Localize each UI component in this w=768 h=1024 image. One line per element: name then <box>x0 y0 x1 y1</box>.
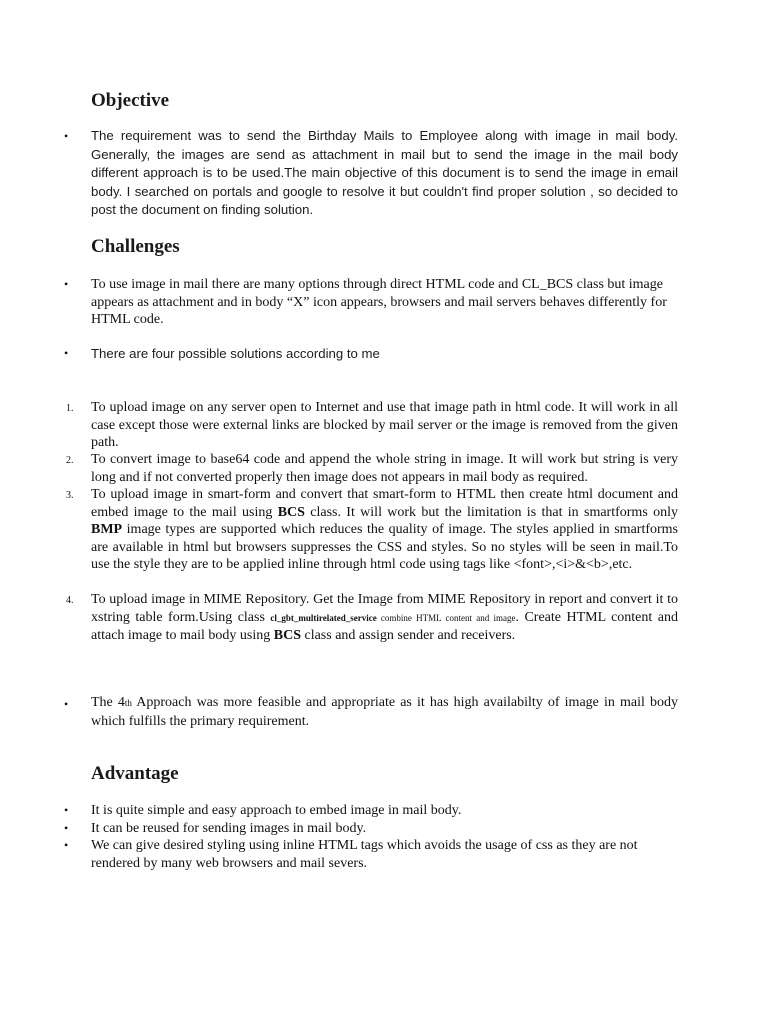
approach-text-a: The 4 <box>91 695 125 710</box>
list-marker: 1. <box>66 403 74 414</box>
solution-3-text-a: To upload image in smart-form and convert that smart-form to HTML then create html document and embed image to the mail using <box>91 487 678 520</box>
solution-item-2: To convert image to base64 code and append the whole string in image. It will work but string is very long and if not converted properly then image does not appears in mail body as required. <box>91 452 678 485</box>
approach-text <box>91 694 678 730</box>
approach-sup: th <box>124 698 132 708</box>
solution-3-text-b: class. It will work but the limitation is that in smartforms only <box>304 504 678 520</box>
bullet-icon: • <box>64 803 69 817</box>
solution-item-4 <box>91 591 678 645</box>
challenges-heading: Challenges <box>91 236 180 257</box>
objective-heading: Objective <box>91 90 170 111</box>
advantage-item-1: It is quite simple and easy approach to embed image in mail body. <box>91 803 462 818</box>
class-name: cl_gbt_multirelated_service <box>270 612 377 623</box>
bullet-icon: • <box>64 697 69 711</box>
bullet-icon: • <box>64 838 69 852</box>
approach-text-b: Approach was more feasible and appropriate as it has high availabilty of image in mail body which fulfills the primary requirement. <box>91 695 678 729</box>
solution-4-text-c: class and assign sender and receivers. <box>300 628 516 643</box>
objective-text: The requirement was to send the Birthday Mails to Employee along with image in mail body. Generally, the images are send as attachment in mail but to send the image in the mail body different approach is to be used.The main objective of this document is to send the image in email body. I searched on portals and google to resolve it but couldn't find proper solution , so decided to post the document on finding solution. <box>91 128 678 218</box>
list-marker: 2. <box>66 455 74 466</box>
list-marker: 4. <box>66 595 74 606</box>
advantage-heading: Advantage <box>91 763 179 784</box>
bmp-term: BMP <box>91 522 123 537</box>
list-marker: 3. <box>66 490 74 501</box>
bullet-icon: • <box>64 129 69 143</box>
solution-3-text-c: image types are supported which reduces the quality of image. The styles applied in smartforms are available in html but browsers suppresses the CSS and styles. So no styles will be seen in mail.To use the style they are to be applied inline through html code using tags like <font>,<i>&<b>,etc. <box>91 522 678 572</box>
advantage-item-3: We can give desired styling using inline HTML tags which avoids the usage of css as they are not rendered by many web browsers and mail severs. <box>91 838 638 871</box>
advantage-item-2: It can be reused for sending images in mail body. <box>91 821 367 836</box>
solution-4-text-b: . Create HTML content and attach image to mail body using <box>91 609 678 643</box>
solution-item-3 <box>91 486 678 574</box>
bullet-icon: • <box>64 277 69 291</box>
solution-4-text-a: To upload image in MIME Repository. Get the Image from MIME Repository in report and convert it to xstring table form.Using class <box>91 592 678 625</box>
bullet-icon: • <box>64 346 69 360</box>
bcs-term: BCS <box>277 504 305 520</box>
solution-item-1: To upload image on any server open to Internet and use that image path in html code. It will work in all case except those were external links are blocked by mail server or the image is removed from the given path. <box>91 400 678 450</box>
challenges-bullet-2: There are four possible solutions according to me <box>91 346 380 361</box>
challenges-bullet-1: To use image in mail there are many options through direct HTML code and CL_BCS class but image appears as attachment and in body “X” icon appears, browsers and mail servers behaves differently for HTML code. <box>91 277 667 327</box>
bullet-icon: • <box>64 821 69 835</box>
solution-4-small-text: combine HTML content and image <box>376 612 516 623</box>
bcs-term: BCS <box>273 628 301 643</box>
